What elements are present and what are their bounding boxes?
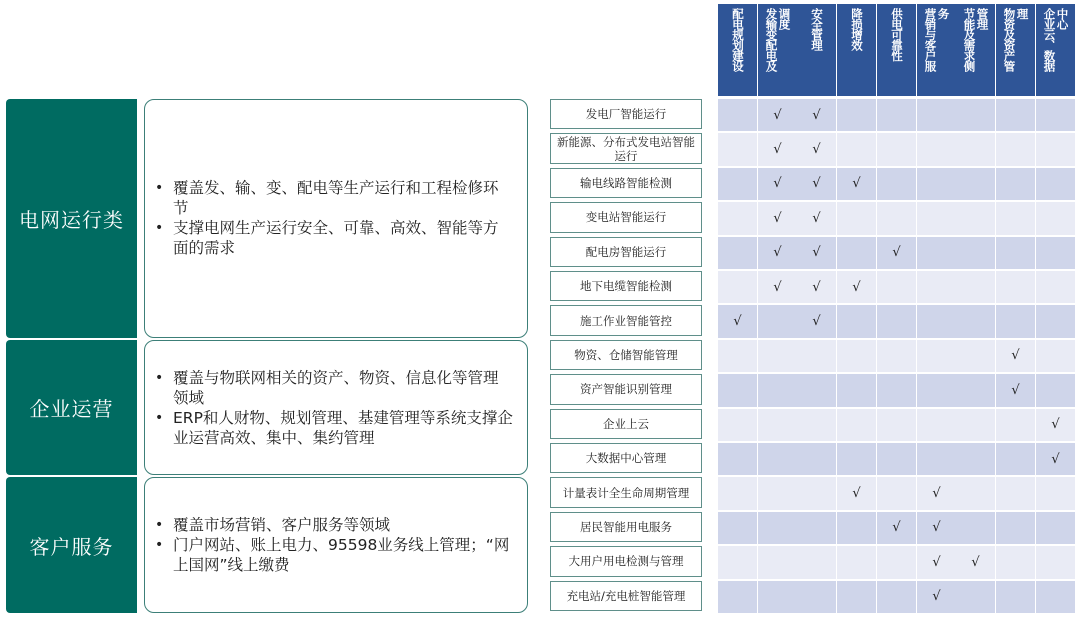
category-label: 企业运营 — [6, 340, 137, 476]
check-cell: √ — [837, 271, 876, 303]
empty-cell — [718, 581, 757, 613]
check-cell: √ — [797, 271, 836, 303]
empty-cell — [797, 477, 836, 509]
empty-cell — [996, 546, 1035, 578]
empty-cell — [797, 581, 836, 613]
empty-cell — [1036, 202, 1075, 234]
empty-cell — [837, 409, 876, 441]
column-header — [1036, 4, 1075, 96]
empty-cell — [956, 133, 995, 165]
empty-cell — [956, 271, 995, 303]
scenario-label: 输电线路智能检测 — [550, 168, 702, 198]
column-header — [917, 4, 956, 96]
empty-cell — [877, 546, 916, 578]
empty-cell — [1036, 477, 1075, 509]
empty-cell — [956, 443, 995, 475]
column-header — [758, 4, 797, 96]
empty-cell — [917, 133, 956, 165]
column-header-text: 降损增效 — [850, 8, 864, 50]
column-header-text: 节能及需求侧 — [962, 8, 977, 71]
empty-cell — [996, 99, 1035, 131]
check-cell: √ — [797, 133, 836, 165]
empty-cell — [996, 202, 1035, 234]
empty-cell — [837, 443, 876, 475]
empty-cell — [877, 168, 916, 200]
empty-cell — [718, 202, 757, 234]
empty-cell — [877, 271, 916, 303]
column-header-text: 发输变配电及 — [764, 8, 779, 71]
empty-cell — [1036, 374, 1075, 406]
empty-cell — [917, 305, 956, 337]
category-description — [144, 340, 528, 476]
empty-cell — [718, 133, 757, 165]
column-header — [956, 4, 995, 96]
empty-cell — [837, 340, 876, 372]
empty-cell — [718, 99, 757, 131]
empty-cell — [956, 340, 995, 372]
check-cell: √ — [1036, 409, 1075, 441]
empty-cell — [718, 512, 757, 544]
check-cell: √ — [797, 202, 836, 234]
column-header-text: 理 — [1015, 8, 1030, 19]
empty-cell — [1036, 512, 1075, 544]
empty-cell — [718, 340, 757, 372]
column-header-text: 配电规划建设 — [731, 8, 745, 71]
empty-cell — [837, 374, 876, 406]
empty-cell — [996, 133, 1035, 165]
empty-cell — [1036, 133, 1075, 165]
empty-cell — [956, 477, 995, 509]
empty-cell — [718, 374, 757, 406]
column-header-text: 安全管理 — [810, 8, 824, 50]
scenario-label: 发电厂智能运行 — [550, 99, 702, 129]
empty-cell — [956, 237, 995, 269]
column-header-text: 营销与客户服 — [923, 8, 938, 71]
empty-cell — [877, 99, 916, 131]
empty-cell — [1036, 546, 1075, 578]
empty-cell — [996, 409, 1035, 441]
scenario-label: 新能源、分布式发电站智能运行 — [550, 133, 702, 163]
empty-cell — [877, 202, 916, 234]
check-cell: √ — [718, 305, 757, 337]
check-cell: √ — [837, 477, 876, 509]
empty-cell — [956, 202, 995, 234]
empty-cell — [837, 581, 876, 613]
empty-cell — [917, 443, 956, 475]
column-header — [996, 4, 1035, 96]
category-description — [144, 99, 528, 338]
empty-cell — [797, 546, 836, 578]
empty-cell — [758, 340, 797, 372]
check-cell: √ — [797, 305, 836, 337]
scenario-label: 大用户用电检测与管理 — [550, 546, 702, 576]
empty-cell — [837, 202, 876, 234]
empty-cell — [917, 168, 956, 200]
empty-cell — [1036, 237, 1075, 269]
empty-cell — [917, 271, 956, 303]
empty-cell — [718, 237, 757, 269]
empty-cell — [797, 512, 836, 544]
bullet-item: • 支撑电网生产运行安全、可靠、高效、智能等方面的需求 — [155, 218, 513, 258]
check-cell: √ — [917, 512, 956, 544]
empty-cell — [837, 133, 876, 165]
empty-cell — [758, 305, 797, 337]
empty-cell — [1036, 305, 1075, 337]
empty-cell — [718, 546, 757, 578]
scenario-label: 计量表计全生命周期管理 — [550, 477, 702, 507]
empty-cell — [718, 168, 757, 200]
empty-cell — [956, 581, 995, 613]
empty-cell — [758, 581, 797, 613]
empty-cell — [797, 340, 836, 372]
empty-cell — [758, 443, 797, 475]
scenario-label: 施工作业智能管控 — [550, 305, 702, 335]
empty-cell — [718, 271, 757, 303]
check-cell: √ — [996, 340, 1035, 372]
empty-cell — [837, 99, 876, 131]
empty-cell — [996, 271, 1035, 303]
empty-cell — [877, 374, 916, 406]
column-header-text: 务 — [936, 8, 951, 19]
check-cell: √ — [758, 168, 797, 200]
scenario-label: 企业上云 — [550, 409, 702, 439]
empty-cell — [917, 374, 956, 406]
column-header-text: 供电可靠性 — [890, 8, 904, 61]
empty-cell — [837, 512, 876, 544]
empty-cell — [1036, 340, 1075, 372]
empty-cell — [877, 409, 916, 441]
empty-cell — [996, 168, 1035, 200]
empty-cell — [837, 546, 876, 578]
scenario-label: 充电站/充电桩智能管理 — [550, 581, 702, 611]
empty-cell — [877, 443, 916, 475]
empty-cell — [758, 374, 797, 406]
empty-cell — [956, 374, 995, 406]
check-cell: √ — [917, 581, 956, 613]
check-cell: √ — [1036, 443, 1075, 475]
empty-cell — [758, 512, 797, 544]
column-header — [718, 4, 757, 96]
empty-cell — [758, 409, 797, 441]
column-header-text: 调度 — [777, 8, 792, 29]
scenario-label: 资产智能识别管理 — [550, 374, 702, 404]
empty-cell — [996, 477, 1035, 509]
bullet-item: • 门户网站、账上电力、95598业务线上管理；“网上国网”线上缴费 — [155, 535, 513, 575]
empty-cell — [1036, 581, 1075, 613]
empty-cell — [956, 512, 995, 544]
check-cell: √ — [917, 546, 956, 578]
empty-cell — [877, 340, 916, 372]
check-cell: √ — [758, 133, 797, 165]
category-label: 电网运行类 — [6, 99, 137, 338]
category-description — [144, 477, 528, 613]
bullet-item: • 覆盖市场营销、客户服务等领域 — [155, 515, 513, 535]
check-cell: √ — [797, 168, 836, 200]
check-cell: √ — [917, 477, 956, 509]
empty-cell — [837, 305, 876, 337]
empty-cell — [996, 237, 1035, 269]
scenario-label: 变电站智能运行 — [550, 202, 702, 232]
check-cell: √ — [758, 202, 797, 234]
empty-cell — [877, 133, 916, 165]
empty-cell — [718, 443, 757, 475]
check-cell: √ — [837, 168, 876, 200]
empty-cell — [758, 546, 797, 578]
bullet-item: • 覆盖发、输、变、配电等生产运行和工程检修环节 — [155, 178, 513, 218]
empty-cell — [996, 512, 1035, 544]
bullet-item: • 覆盖与物联网相关的资产、物资、信息化等管理领域 — [155, 368, 513, 408]
column-header-text: 物资及资产管 — [1002, 8, 1017, 71]
scenario-label: 大数据中心管理 — [550, 443, 702, 473]
empty-cell — [956, 409, 995, 441]
empty-cell — [956, 305, 995, 337]
check-cell: √ — [758, 271, 797, 303]
scenario-label: 配电房智能运行 — [550, 237, 702, 267]
empty-cell — [1036, 168, 1075, 200]
empty-cell — [917, 340, 956, 372]
empty-cell — [996, 581, 1035, 613]
bullet-item: • ERP和人财物、规划管理、基建管理等系统支撑企业运营高效、集中、集约管理 — [155, 408, 513, 448]
check-cell: √ — [996, 374, 1035, 406]
empty-cell — [797, 443, 836, 475]
empty-cell — [917, 237, 956, 269]
column-header-text: 中心 — [1055, 8, 1070, 29]
check-cell: √ — [797, 237, 836, 269]
empty-cell — [956, 99, 995, 131]
empty-cell — [718, 409, 757, 441]
category-label: 客户服务 — [6, 477, 137, 613]
empty-cell — [877, 477, 916, 509]
check-cell: √ — [877, 512, 916, 544]
empty-cell — [917, 409, 956, 441]
scenario-label: 居民智能用电服务 — [550, 512, 702, 542]
empty-cell — [877, 581, 916, 613]
column-header — [877, 4, 916, 96]
empty-cell — [718, 477, 757, 509]
check-cell: √ — [877, 237, 916, 269]
empty-cell — [996, 443, 1035, 475]
column-header-text: 企业云、数据 — [1042, 8, 1057, 71]
empty-cell — [917, 99, 956, 131]
empty-cell — [797, 409, 836, 441]
empty-cell — [1036, 271, 1075, 303]
empty-cell — [917, 202, 956, 234]
scenario-label: 地下电缆智能检测 — [550, 271, 702, 301]
empty-cell — [996, 305, 1035, 337]
empty-cell — [1036, 99, 1075, 131]
empty-cell — [956, 168, 995, 200]
scenario-label: 物资、仓储智能管理 — [550, 340, 702, 370]
column-header — [837, 4, 876, 96]
column-header — [797, 4, 836, 96]
empty-cell — [837, 237, 876, 269]
column-header-text: 管理 — [975, 8, 990, 29]
check-cell: √ — [758, 237, 797, 269]
empty-cell — [877, 305, 916, 337]
check-cell: √ — [956, 546, 995, 578]
check-cell: √ — [758, 99, 797, 131]
empty-cell — [758, 477, 797, 509]
check-cell: √ — [797, 99, 836, 131]
empty-cell — [797, 374, 836, 406]
